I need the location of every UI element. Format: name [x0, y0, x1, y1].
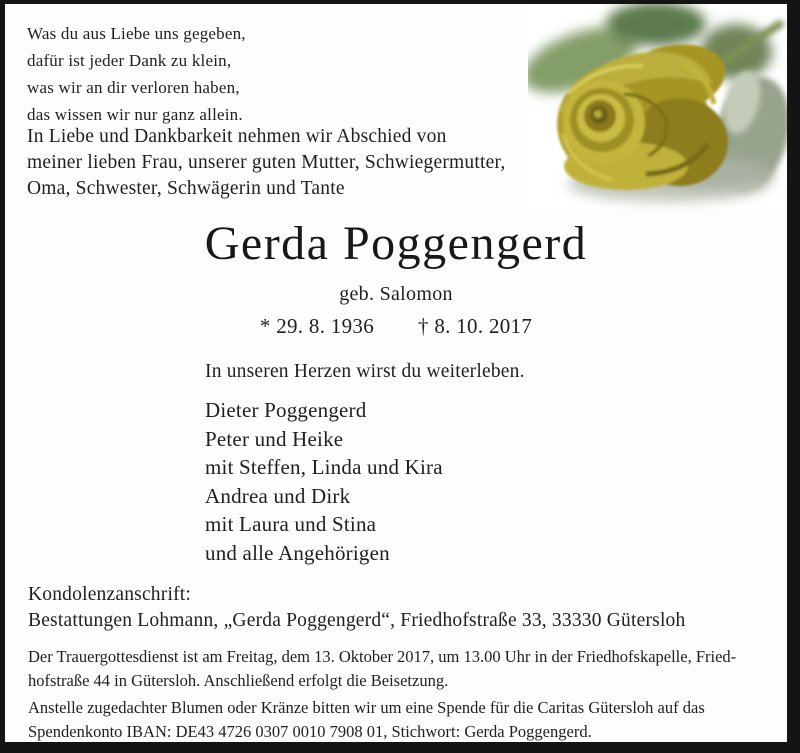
rose-photo [528, 4, 787, 210]
poem-line: Was du aus Liebe uns gegeben, [27, 24, 246, 43]
death-date: † 8. 10. 2017 [418, 314, 533, 338]
condolence-address: Bestattungen Lohmann, „Gerda Poggengerd“, Friedhofstraße 33, 33330 Gütersloh [28, 610, 686, 631]
deceased-name: Gerda Poggengerd [204, 217, 588, 270]
service-line: Der Trauergottesdienst ist am Freitag, dem 13. Oktober 2017, um 13.00 Uhr in der Friedhofskapelle, Fried- [28, 647, 737, 666]
mourners-list [205, 396, 443, 567]
mourner-line: Peter und Heike [205, 426, 344, 451]
intro-line: Oma, Schwester, Schwägerin und Tante [27, 178, 345, 199]
obituary-page [5, 4, 787, 742]
birth-date: * 29. 8. 1936 [259, 314, 374, 338]
intro-line: In Liebe und Dankbarkeit nehmen wir Abschied von [27, 126, 447, 147]
donation-info [28, 696, 705, 744]
intro-line: meiner lieben Frau, unserer guten Mutter, Schwiegermutter, [27, 152, 506, 173]
condolence-label: Kondolenzanschrift: [28, 584, 191, 605]
poem-line: das wissen wir nur ganz allein. [27, 105, 243, 124]
poem-line: was wir an dir verloren haben, [27, 78, 240, 97]
service-line: hofstraße 44 in Gütersloh. Anschließend erfolgt die Beisetzung. [28, 671, 449, 690]
farewell-intro [27, 124, 505, 202]
service-info [28, 645, 736, 693]
motto-line: In unseren Herzen wirst du weiterleben. [205, 361, 525, 382]
donation-line: Spendenkonto IBAN: DE43 4726 0307 0010 7908 01, Stichwort: Gerda Poggengerd. [28, 722, 592, 741]
poem-line: dafür ist jeder Dank zu klein, [27, 51, 232, 70]
mourner-line: mit Laura und Stina [205, 512, 377, 536]
deceased-birth-name: geb. Salomon [339, 283, 453, 305]
donation-line: Anstelle zugedachter Blumen oder Kränze bitten wir um eine Spende für die Caritas Gütersloh auf das [28, 698, 705, 717]
mourner-line: Andrea und Dirk [205, 483, 351, 508]
mourner-line: und alle Angehörigen [205, 540, 390, 565]
mourner-line: Dieter Poggengerd [205, 398, 367, 422]
condolence-section [28, 582, 685, 634]
poem [27, 20, 246, 128]
life-dates [5, 314, 787, 339]
mourner-line: mit Steffen, Linda und Kira [205, 455, 443, 479]
